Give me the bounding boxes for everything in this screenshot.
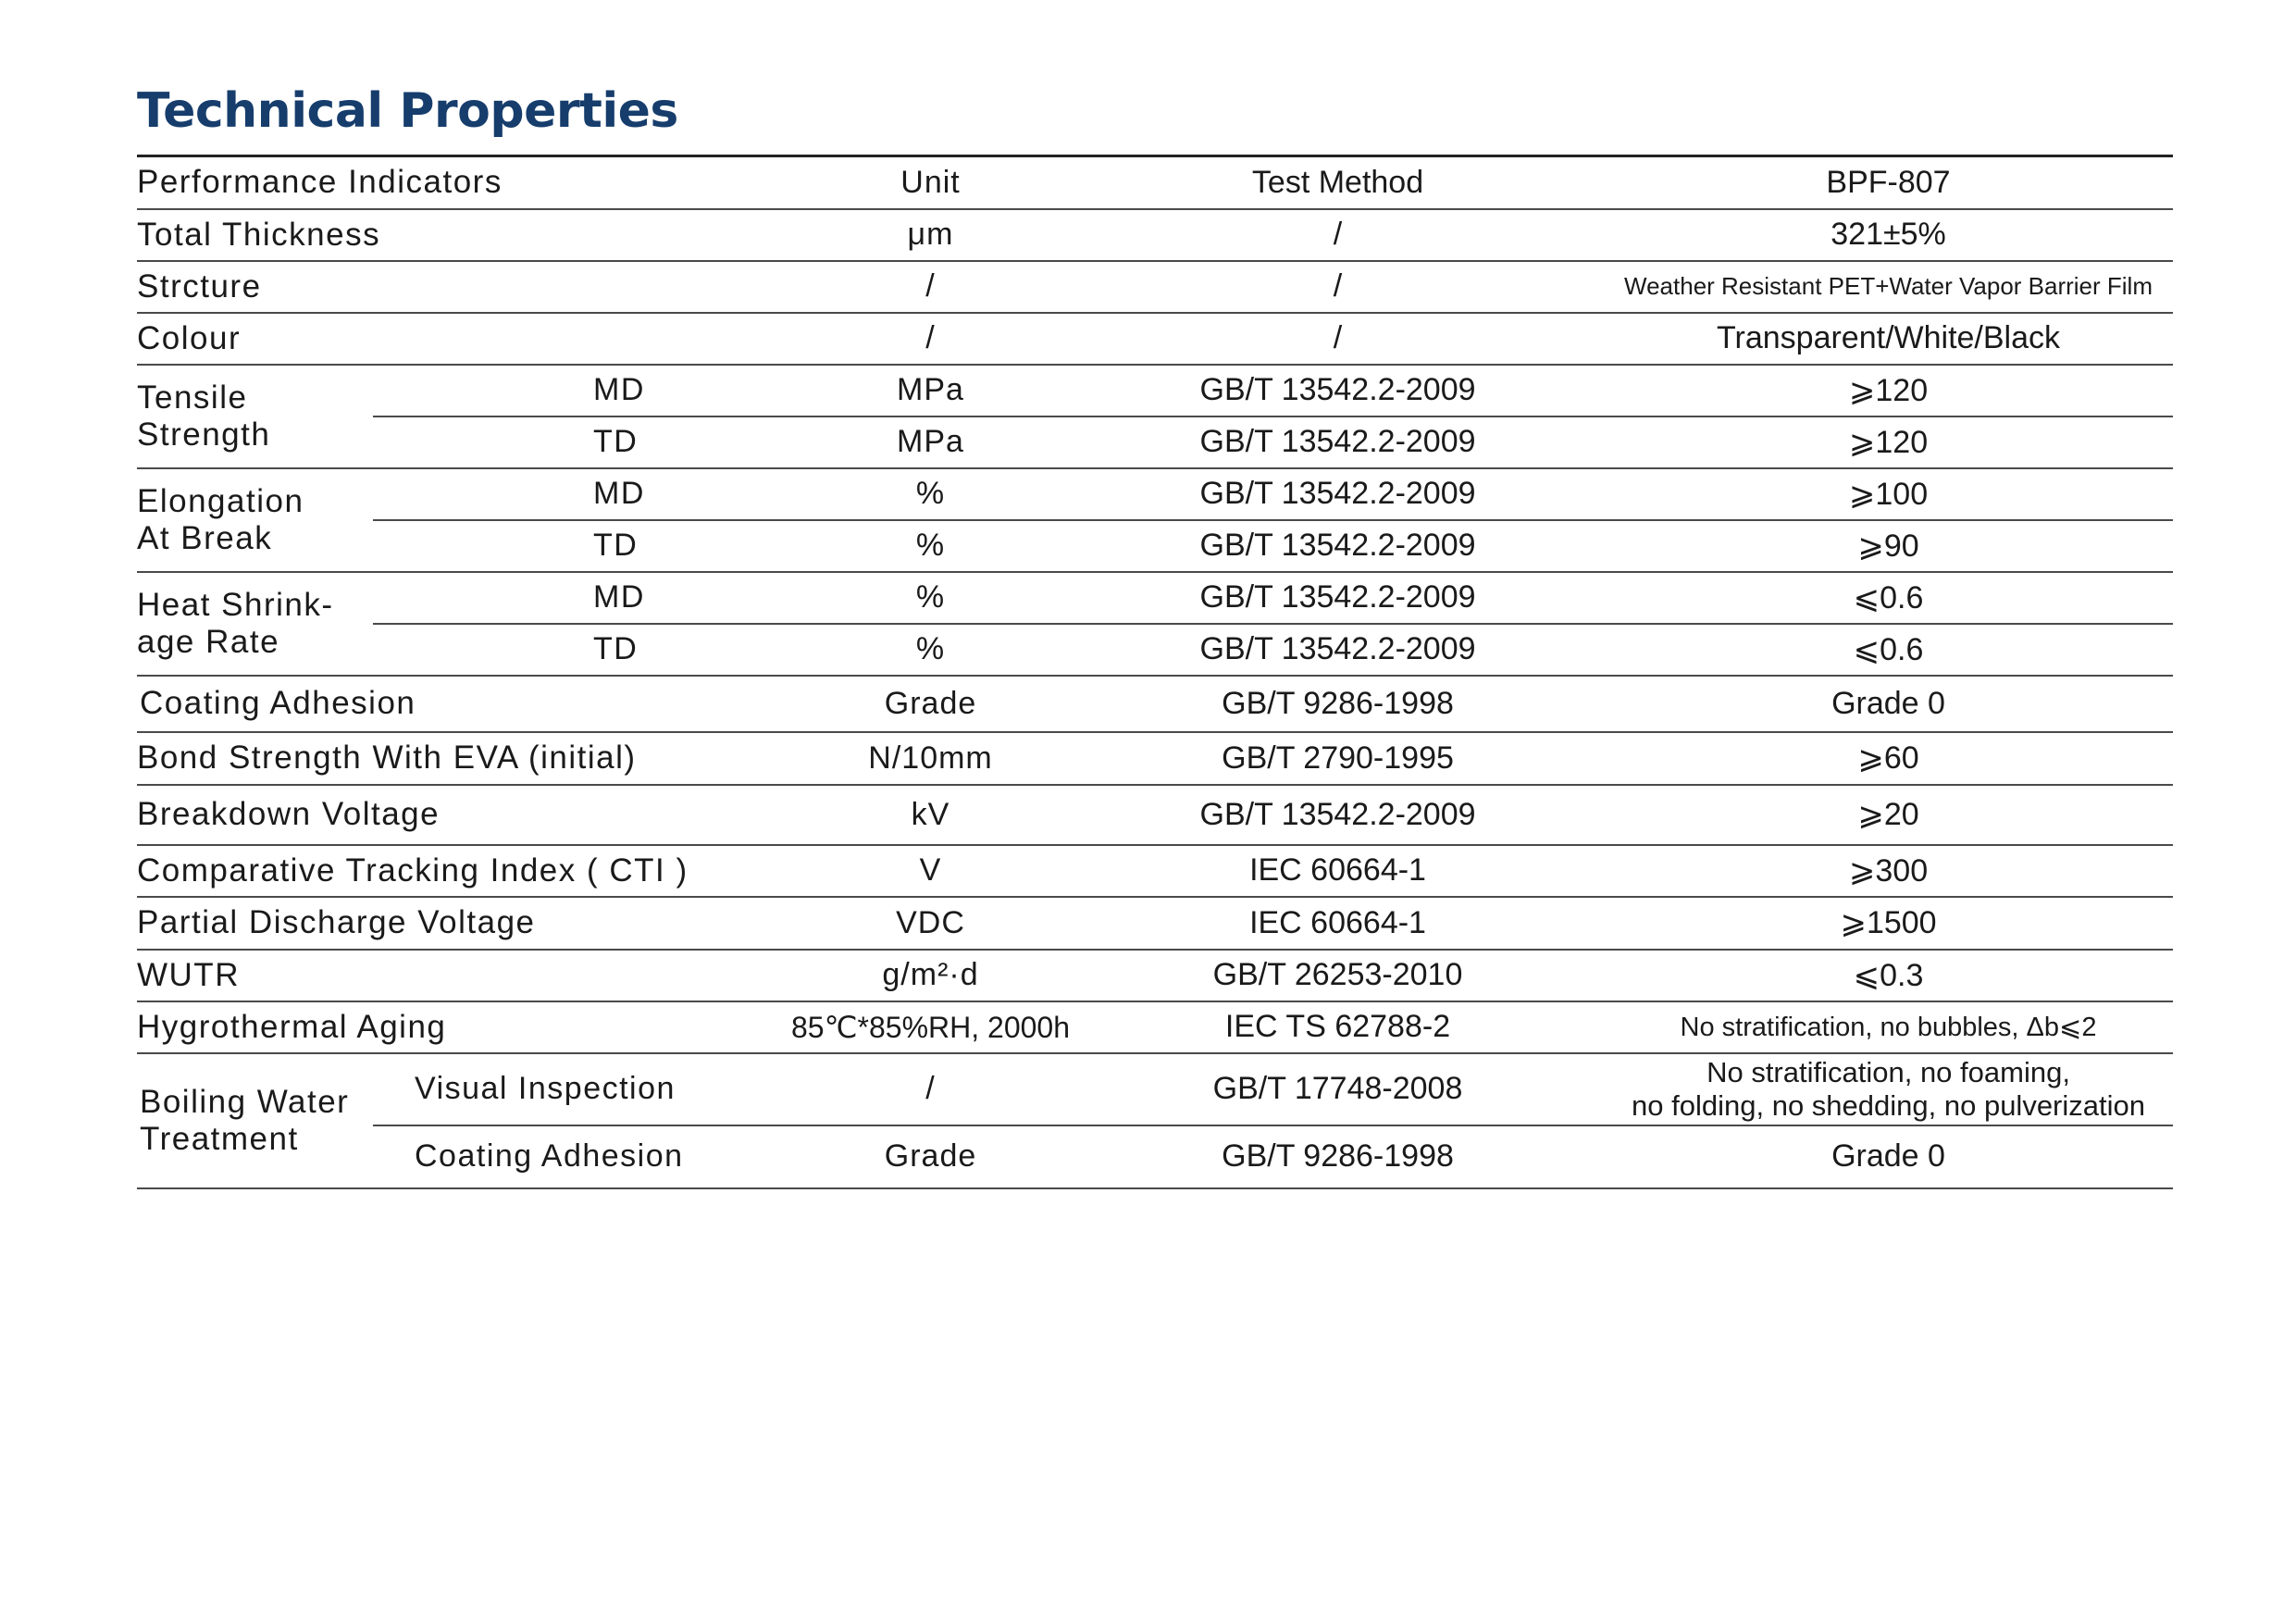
row-value: ⩾100 [1604,468,2173,520]
row-value: Grade 0 [1604,676,2173,732]
row-value: ⩾1500 [1604,897,2173,950]
header-indicator: Performance Indicators [137,156,789,209]
row-method: IEC TS 62788-2 [1072,1001,1604,1053]
table-row-boiling-adhesion [137,1125,2173,1188]
row-sub-label: MD [373,365,789,416]
row-label: Breakdown Voltage [137,785,789,845]
row-method: GB/T 9286-1998 [1072,1125,1604,1188]
row-method: IEC 60664-1 [1072,845,1604,897]
row-label: Total Thickness [137,209,789,261]
row-label: Colour [137,313,789,365]
row-method: GB/T 2790-1995 [1072,732,1604,785]
row-value: ⩾120 [1604,416,2173,468]
row-value: ⩾90 [1604,520,2173,572]
table-row-aging [137,1001,2173,1053]
row-label: WUTR [137,950,789,1001]
row-unit: VDC [789,897,1072,950]
row-method: GB/T 13542.2-2009 [1072,785,1604,845]
row-value: ⩽0.3 [1604,950,2173,1001]
table-row-coating [137,676,2173,732]
row-unit: Grade [789,1125,1072,1188]
table-row-tensile-md [137,365,2173,416]
row-method: GB/T 13542.2-2009 [1072,520,1604,572]
table-row-boiling-visual [137,1053,2173,1125]
row-label: Coating Adhesion [137,676,789,732]
row-unit: / [789,1053,1072,1125]
row-value: No stratification, no foaming, no folding, no shedding, no pulverization [1604,1053,2173,1125]
row-sub-label: MD [373,572,789,624]
row-label: Partial Discharge Voltage [137,897,789,950]
row-unit: N/10mm [789,732,1072,785]
table-row-tensile-td [137,416,2173,468]
row-unit: MPa [789,365,1072,416]
row-unit: / [789,313,1072,365]
table-row-wutr [137,950,2173,1001]
row-sub-label: TD [373,624,789,676]
table-row-cti [137,845,2173,897]
row-unit: / [789,261,1072,313]
row-method: GB/T 9286-1998 [1072,676,1604,732]
row-label-tensile: Tensile Strength [137,365,373,468]
row-method: / [1072,313,1604,365]
row-label-boiling: Boiling Water Treatment [137,1053,373,1188]
table-row-shrink-md [137,572,2173,624]
row-sub-label: TD [373,416,789,468]
row-sub-label: TD [373,520,789,572]
table-row-structure [137,261,2173,313]
row-method: GB/T 13542.2-2009 [1072,572,1604,624]
row-label: Strcture [137,261,789,313]
row-method: IEC 60664-1 [1072,897,1604,950]
row-unit: % [789,624,1072,676]
row-unit: MPa [789,416,1072,468]
row-value: ⩾120 [1604,365,2173,416]
row-unit: kV [789,785,1072,845]
row-method: GB/T 17748-2008 [1072,1053,1604,1125]
table-row-shrink-td [137,624,2173,676]
row-value: Weather Resistant PET+Water Vapor Barrier Film [1604,261,2173,313]
row-value: ⩾60 [1604,732,2173,785]
row-unit: g/m²·d [789,950,1072,1001]
row-unit: 85℃*85%RH, 2000h [789,1001,1072,1053]
row-label: Comparative Tracking Index ( CTI ) [137,845,789,897]
row-value: ⩽0.6 [1604,624,2173,676]
table-row-colour [137,313,2173,365]
row-unit: % [789,468,1072,520]
row-value: No stratification, no bubbles, Δb⩽2 [1604,1001,2173,1053]
table-row-thickness [137,209,2173,261]
row-label: Bond Strength With EVA (initial) [137,732,789,785]
row-method: / [1072,261,1604,313]
row-unit: % [789,572,1072,624]
row-value: ⩽0.6 [1604,572,2173,624]
row-value: Grade 0 [1604,1125,2173,1188]
row-unit: Grade [789,676,1072,732]
row-unit: V [789,845,1072,897]
row-sub-label: MD [373,468,789,520]
row-method: GB/T 13542.2-2009 [1072,624,1604,676]
row-label-shrink: Heat Shrink- age Rate [137,572,373,676]
row-method: / [1072,209,1604,261]
row-label: Hygrothermal Aging [137,1001,789,1053]
table-row-discharge [137,897,2173,950]
row-value: 321±5% [1604,209,2173,261]
page-title: Technical Properties [137,83,678,139]
table-row-bond [137,732,2173,785]
row-value: ⩾300 [1604,845,2173,897]
row-unit: % [789,520,1072,572]
row-label-elongation: Elongation At Break [137,468,373,572]
table-row-elongation-md [137,468,2173,520]
header-product: BPF-807 [1604,156,2173,209]
row-method: GB/T 13542.2-2009 [1072,468,1604,520]
header-unit: Unit [789,156,1072,209]
table-row-elongation-td [137,520,2173,572]
row-sub-label: Visual Inspection [373,1053,789,1125]
technical-properties-table [137,155,2173,1189]
header-row [137,156,2173,209]
row-sub-label: Coating Adhesion [373,1125,789,1188]
row-method: GB/T 26253-2010 [1072,950,1604,1001]
row-method: GB/T 13542.2-2009 [1072,416,1604,468]
table-row-breakdown [137,785,2173,845]
row-unit: μm [789,209,1072,261]
row-value: ⩾20 [1604,785,2173,845]
row-value: Transparent/White/Black [1604,313,2173,365]
row-method: GB/T 13542.2-2009 [1072,365,1604,416]
header-method: Test Method [1072,156,1604,209]
